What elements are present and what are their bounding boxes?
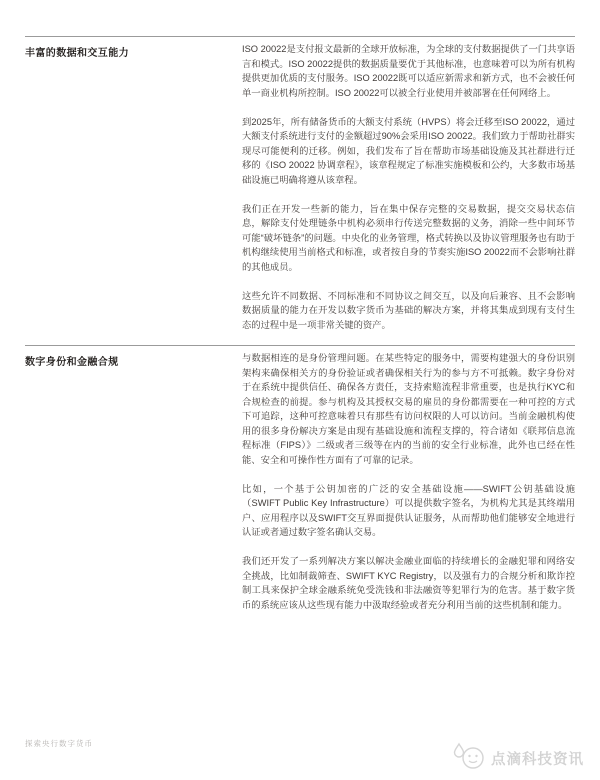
body-paragraph: 我们正在开发一些新的能力，旨在集中保存完整的交易数据，提交交易状态信息，解除支付处理链条中机构必须串行传送完整数据的义务，消除一些中间环节可能“破坏链条”的问题。中央化的业务管理，格式转换以及协议管理服务也有助于机构继续使用当前格式和标准，或者按自身的节奏实施ISO 20022而不会影响社群的其他成员。: [242, 203, 575, 272]
section-heading: 数字身份和金融合规: [25, 357, 119, 368]
watermark-text: 点滴科技资讯: [491, 752, 584, 768]
section-digital-identity: [25, 345, 575, 612]
section-heading-column: [25, 42, 242, 332]
section-body-column: [242, 351, 575, 612]
section-body-column: [242, 42, 575, 332]
body-paragraph: 到2025年，所有储备货币的大额支付系统（HVPS）将会迁移至ISO 20022，通过大额支付系统进行支付的金额超过90%会采用ISO 20022。我们致力于帮助社群实现尽可能便利的迁移。例如，我们发布了旨在帮助市场基础设施及其社群进行迁移的《ISO 20022 协调章程》，该章程规定了标准实施模板和公约，大多数市场基础设施已明确将遵从该章程。: [242, 116, 575, 185]
section-heading-column: [25, 351, 242, 612]
body-paragraph: ISO 20022是支付报文最新的全球开放标准，为全球的支付数据提供了一门共享语言和模式。ISO 20022提供的数据质量要优于其他标准，也意味着可以为所有机构提供更加优质的支付服务。ISO 20022既可以适应新需求和新方式，也不会被任何单一商业机构所控制。ISO 20022可以被全行业使用并被部署在任何网络上。: [242, 44, 575, 98]
body-paragraph: 我们还开发了一系列解决方案以解决金融业面临的持续增长的金融犯罪和网络安全挑战，比如制裁筛查、SWIFT KYC Registry，以及强有力的合规分析和欺诈控制工具来保护全球金融系统免受洗钱和非法融资等犯罪行为的危害。基于数字货币的系统应该从这些现有能力中汲取经验或者充分利用当前的这些机制和能力。: [242, 556, 575, 610]
section-heading: 丰富的数据和交互能力: [25, 48, 129, 59]
body-paragraph: 与数据相连的是身份管理问题。在某些特定的服务中，需要构建强大的身份识别架构来确保相关方的身份验证或者确保相关行为的参与方不可抵赖。数字身份对于在系统中提供信任、确保各方责任，支持索赔流程非常重要，也是执行KYC和合规检查的前提。参与机构及其授权交易的雇员的身份都需要在一种可控的方式下可追踪，这种可控意味着只有那些有访问权限的人可以访问。当前金融机构使用的很多身份解决方案是由现有基础设施和流程支撑的，符合诸如《联邦信息流程标准（FIPS）》二级或者三级等在内的当前的安全行业标准，此外也已经在性能、安全和可操作性方面有了可靠的记录。: [242, 353, 575, 465]
body-paragraph: 比如，一个基于公钥加密的广泛的安全基础设施——SWIFT公钥基础设施（SWIFT Public Key Infrastructure）可以提供数字签名，为机构尤其是其终端用户、应用程序以及SWIFT交互界面提供认证服务，从而帮助他们能够安全地进行认证或者通过数字签名确认交易。: [242, 483, 575, 537]
watermark: [451, 742, 584, 775]
section-rich-data: [25, 36, 575, 332]
body-paragraph: 这些允许不同数据、不同标准和不同协议之间交互，以及向后兼容、且不会影响数据质量的能力在开发以数字货币为基础的解决方案，并将其集成到现有支付生态的过程中是一项非常关键的资产。: [242, 290, 575, 330]
footer-text: 探索央行数字货币: [25, 739, 93, 748]
drop-logo-icon: [451, 742, 487, 775]
